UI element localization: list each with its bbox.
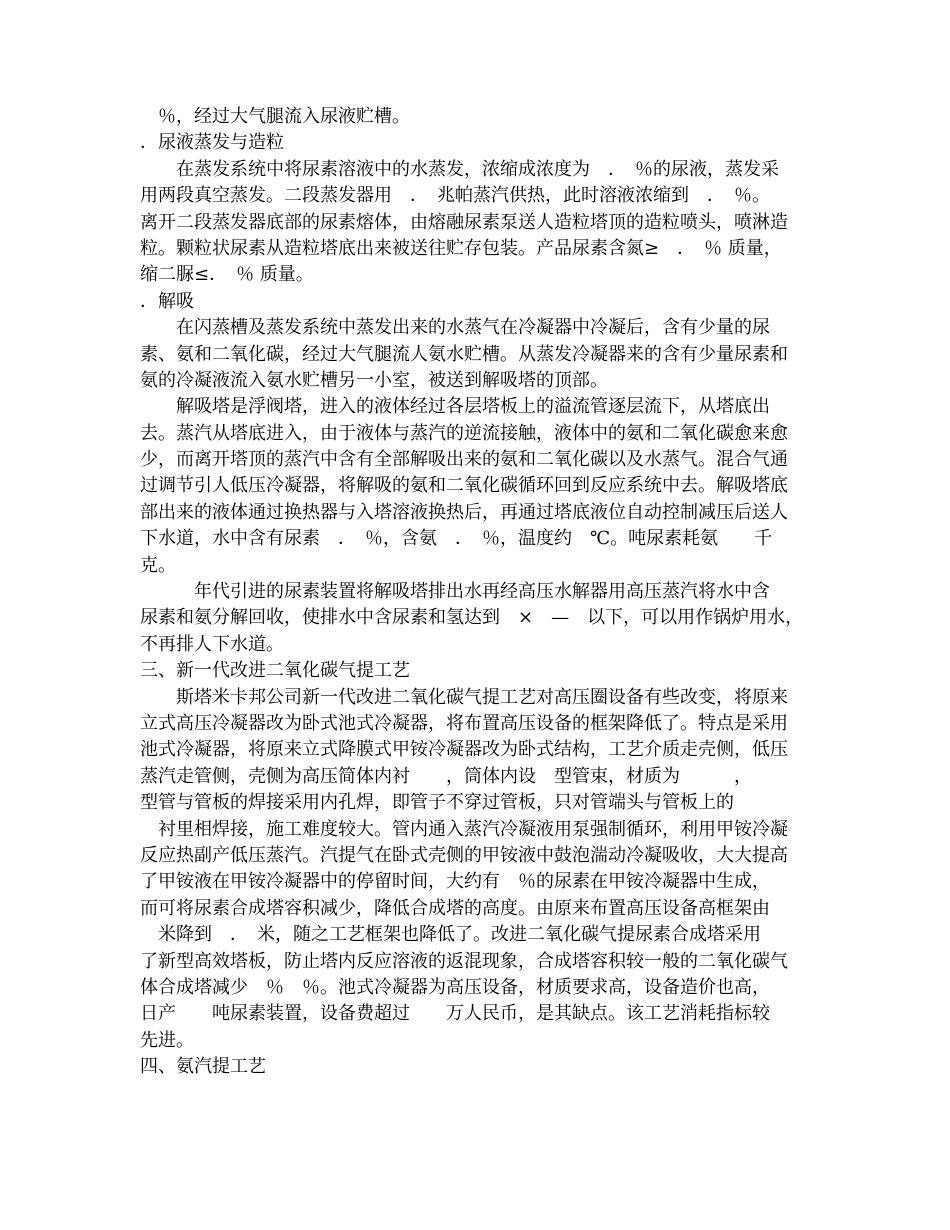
- text-line: 了甲铵液在甲铵冷凝器中的停留时间，大约有 ％的尿素在甲铵冷凝器中生成，: [140, 871, 770, 893]
- text-line: 斯塔米卡邦公司新一代改进二氧化碳气提工艺对高压圈设备有些改变，将原来: [140, 686, 788, 708]
- text-line: 蒸汽走管侧，壳侧为高压简体内衬 ，筒体内设 型管束，材质为 ，: [140, 765, 752, 787]
- text-line: 下水道，水中含有尿素 ． ％，含氨 ． ％，温度约 ℃。吨尿素耗氨 千: [140, 528, 773, 550]
- text-line: 去。蒸汽从塔底进入，由于液体与蒸汽的逆流接触，液体中的氨和二氧化碳愈来愈: [140, 422, 788, 444]
- text-line: 日产 吨尿素装置，设备费超过 万人民币，是其缺点。该工艺消耗指标较: [140, 1003, 770, 1025]
- text-line: 衬里相焊接，施工难度较大。管内通入蒸汽冷凝液用泵强制循环，利用甲铵冷凝: [140, 818, 788, 840]
- text-line: 先进。: [140, 1029, 194, 1051]
- text-line: 了新型高效塔板，防止塔内反应溶液的返混现象，合成塔容积较一般的二氧化碳气: [140, 950, 788, 972]
- section-heading: 三、新一代改进二氧化碳气提工艺: [140, 660, 410, 682]
- text-line: 米降到 ． 米，随之工艺框架也降低了。改进二氧化碳气提尿素合成塔采用: [140, 924, 761, 946]
- text-line: 池式冷凝器，将原来立式降膜式甲铵冷凝器改为卧式结构，工艺介质走壳侧，低压: [140, 739, 788, 761]
- text-line: 而可将尿素合成塔容积减少，降低合成塔的高度。由原来布置高压设备高框架由: [140, 897, 770, 919]
- text-line: 不再排人下水道。: [140, 633, 284, 655]
- text-line: 少，而离开塔顶的蒸汽中含有全部解吸出来的氨和二氧化碳以及水蒸气。混合气通: [140, 449, 788, 471]
- text-line: 在蒸发系统中将尿素溶液中的水蒸发，浓缩成浓度为 ． ％的尿液，蒸发采: [140, 158, 779, 180]
- text-line: 尿素和氨分解回收，使排水中含尿素和氢达到 × — 以下，可以用作锅炉用水，: [140, 607, 804, 629]
- section-heading: ．尿液蒸发与造粒: [140, 132, 284, 154]
- text-line: 部出来的液体通过换热器与入塔溶液换热后，再通过塔底液位自动控制减压后送人: [140, 501, 788, 523]
- text-line: 立式高压冷凝器改为卧式池式冷凝器，将布置高压设备的框架降低了。特点是采用: [140, 712, 788, 734]
- text-line: 反应热副产低压蒸汽。汽提气在卧式壳侧的甲铵液中鼓泡湍动冷凝吸收，大大提高: [140, 844, 788, 866]
- section-heading: ．解吸: [140, 290, 194, 312]
- text-line: 离开二段蒸发器底部的尿素熔体，由熔融尿素泵送人造粒塔顶的造粒喷头，喷淋造: [140, 211, 788, 233]
- text-line: 年代引进的尿素装置将解吸塔排出水再经高压水解器用高压蒸汽将水中含: [140, 581, 770, 603]
- text-line: 素、氨和二氧化碳，经过大气腿流人氨水贮槽。从蒸发冷凝器来的含有少量尿素和: [140, 343, 788, 365]
- text-line: 缩二脲≤． ％ 质量。: [140, 264, 314, 286]
- text-line: 氨的冷凝液流入氨水贮槽另一小室，被送到解吸塔的顶部。: [140, 369, 608, 391]
- document-page: [140, 104, 812, 1080]
- text-line: 过调节引人低压冷凝器，将解吸的氨和二氧化碳循环回到反应系统中去。解吸塔底: [140, 475, 788, 497]
- text-line: ％，经过大气腿流入尿液贮槽。: [140, 106, 410, 127]
- text-line: 粒。颗粒状尿素从造粒塔底出来被送往贮存包装。产品尿素含氮≥ ． ％ 质量，: [140, 237, 782, 259]
- text-line: 体合成塔减少 ％ ％。池式冷凝器为高压设备，材质要求高，设备造价也高，: [140, 976, 770, 998]
- text-line: 用两段真空蒸发。二段蒸发器用 ． 兆帕蒸汽供热，此时溶液浓缩到 ． ％。: [140, 185, 770, 207]
- text-line: 解吸塔是浮阀塔，进入的液体经过各层塔板上的溢流管逐层流下，从塔底出: [140, 396, 770, 418]
- text-line: 克。: [140, 554, 176, 576]
- text-line: 在闪蒸槽及蒸发系统中蒸发出来的水蒸气在冷凝器中冷凝后，含有少量的尿: [140, 317, 770, 339]
- section-heading: 四、氨汽提工艺: [140, 1056, 266, 1078]
- text-line: 型管与管板的焊接采用内孔焊，即管子不穿过管板，只对管端头与管板上的: [140, 792, 734, 814]
